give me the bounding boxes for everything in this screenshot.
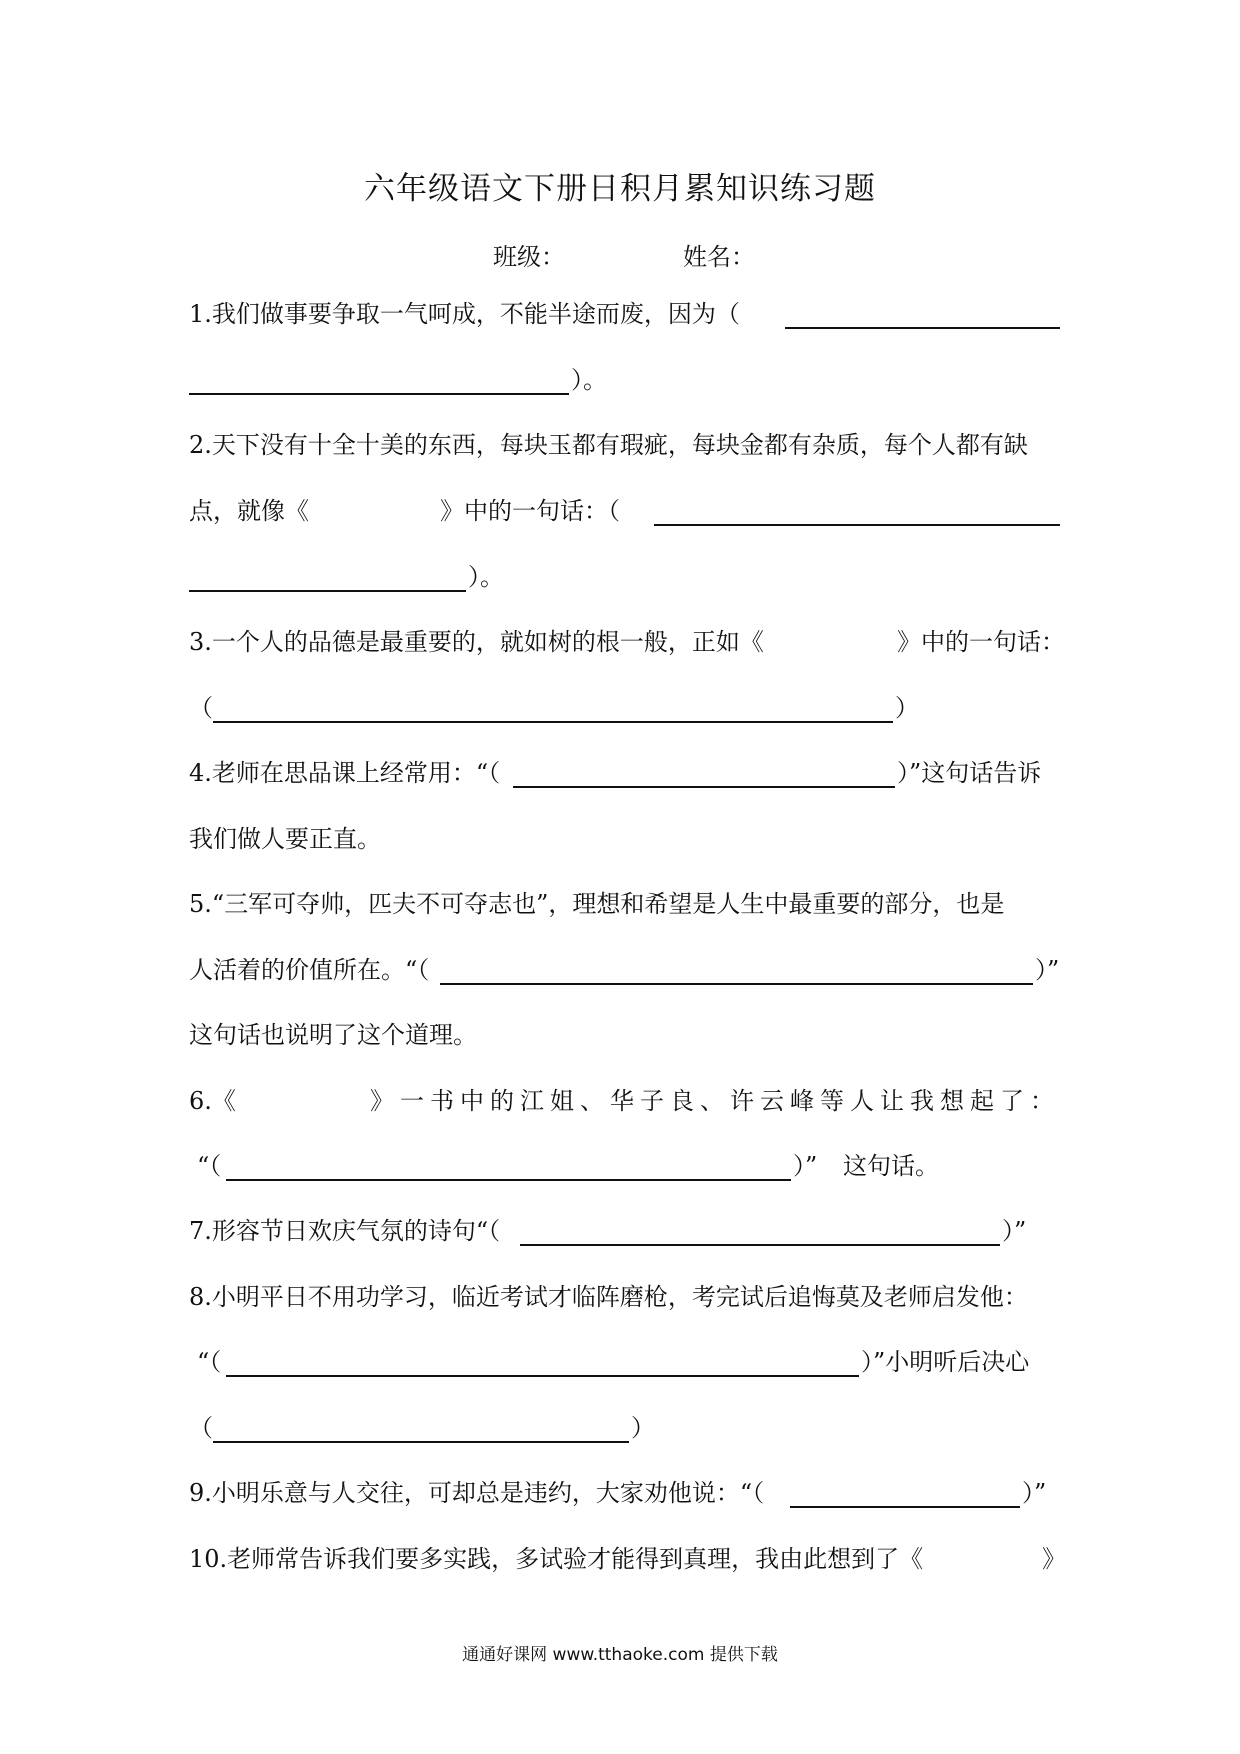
question-2-answer-blank[interactable]: [654, 524, 1060, 526]
question-3-text: 3.一个人的品德是最重要的，就如树的根一般，正如《: [189, 628, 764, 656]
question-8-text-quote-open: “（: [197, 1348, 222, 1376]
question-8-close-paren: ）: [631, 1414, 655, 1442]
question-6-answer-blank[interactable]: [226, 1179, 791, 1181]
question-5-text-quote-open: 人活着的价值所在。“（: [189, 956, 430, 984]
question-6-text-end: 这句话。: [843, 1152, 939, 1180]
question-3-text-book-close: 》中的一句话：: [897, 628, 1065, 656]
question-7-text-end: ）”: [1002, 1217, 1027, 1245]
question-2-text-book-close: 》中的一句话：（: [440, 497, 620, 525]
question-10-text-book-close: 》: [1042, 1545, 1066, 1573]
question-10-line-1: [0, 1539, 1240, 1579]
question-5-line-1: [0, 884, 1240, 924]
worksheet-title: 六年级语文下册日积月累知识练习题: [364, 171, 876, 207]
question-8-line-1: [0, 1277, 1240, 1317]
question-6-text-quote-close: ）”: [793, 1152, 818, 1180]
question-2-text-book-open: 点，就像《: [189, 497, 309, 525]
question-1-text-end: ）。: [571, 366, 607, 394]
question-6-text-book-open: 6.《: [189, 1087, 236, 1115]
question-2-line-2: [0, 491, 1240, 531]
question-8-open-paren: （: [189, 1414, 213, 1442]
question-6-line-2: [0, 1146, 1240, 1186]
question-3-line-1: [0, 622, 1240, 662]
question-2-answer-blank-continued[interactable]: [189, 590, 466, 592]
footer-download-note: 通通好课网 www.tthaoke.com 提供下载: [462, 1645, 778, 1665]
question-1-answer-blank-continued[interactable]: [189, 393, 569, 395]
question-4-text-end: ）”这句话告诉: [897, 759, 1042, 787]
question-3-open-paren: （: [189, 694, 213, 722]
question-1-text: 1.我们做事要争取一气呵成，不能半途而废，因为（: [189, 300, 740, 328]
question-2-line-1: [0, 425, 1240, 465]
question-4-text-continued: 我们做人要正直。: [189, 825, 381, 853]
question-7-answer-blank[interactable]: [520, 1244, 1000, 1246]
question-2-line-3: [0, 557, 1240, 597]
question-3-answer-blank[interactable]: [213, 721, 893, 723]
question-1-answer-blank[interactable]: [785, 327, 1060, 329]
question-5-text-quote-close: ）”: [1035, 956, 1060, 984]
question-5-line-3: [0, 1015, 1240, 1055]
question-1-line-1: [0, 294, 1240, 334]
question-5-line-2: [0, 950, 1240, 990]
question-8-answer-blank[interactable]: [226, 1375, 859, 1377]
question-8-answer-blank-2[interactable]: [213, 1441, 629, 1443]
question-7-line-1: [0, 1211, 1240, 1251]
question-4-answer-blank[interactable]: [513, 786, 895, 788]
question-6-line-1: [0, 1081, 1240, 1121]
question-9-answer-blank[interactable]: [790, 1506, 1020, 1508]
question-8-line-3: [0, 1408, 1240, 1448]
question-9-text: 9.小明乐意与人交往，可却总是违约，大家劝他说：“（: [189, 1479, 765, 1507]
question-8-line-2: [0, 1342, 1240, 1382]
question-4-text: 4.老师在思品课上经常用：“（: [189, 759, 501, 787]
question-10-text: 10.老师常告诉我们要多实践，多试验才能得到真理，我由此想到了《: [189, 1545, 924, 1573]
question-7-text: 7.形容节日欢庆气氛的诗句“（: [189, 1217, 501, 1245]
question-4-line-1: [0, 753, 1240, 793]
class-label: 班级：: [493, 243, 565, 271]
question-3-line-2: [0, 688, 1240, 728]
question-8-text: 8.小明平日不用功学习，临近考试才临阵磨枪，考完试后追悔莫及老师启发他：: [189, 1283, 1028, 1311]
question-2-text-end: ）。: [468, 563, 504, 591]
question-5-text-continued: 这句话也说明了这个道理。: [189, 1021, 477, 1049]
question-8-text-end: ）”小明听后决心: [861, 1348, 1030, 1376]
name-label: 姓名：: [683, 243, 755, 271]
question-5-text: 5.“三军可夺帅，匹夫不可夺志也”，理想和希望是人生中最重要的部分，也是: [189, 890, 1005, 918]
question-6-text: 》一书中的江姐、华子良、许云峰等人让我想起了：: [370, 1087, 1060, 1115]
question-9-line-1: [0, 1473, 1240, 1513]
question-3-close-paren: ）: [895, 694, 919, 722]
question-1-line-2: [0, 360, 1240, 400]
question-6-text-quote-open: “（: [197, 1152, 222, 1180]
question-4-line-2: [0, 819, 1240, 859]
question-2-text: 2.天下没有十全十美的东西，每块玉都有瑕疵，每块金都有杂质，每个人都有缺: [189, 431, 1028, 459]
question-5-answer-blank[interactable]: [440, 983, 1033, 985]
question-9-text-end: ）”: [1022, 1479, 1047, 1507]
